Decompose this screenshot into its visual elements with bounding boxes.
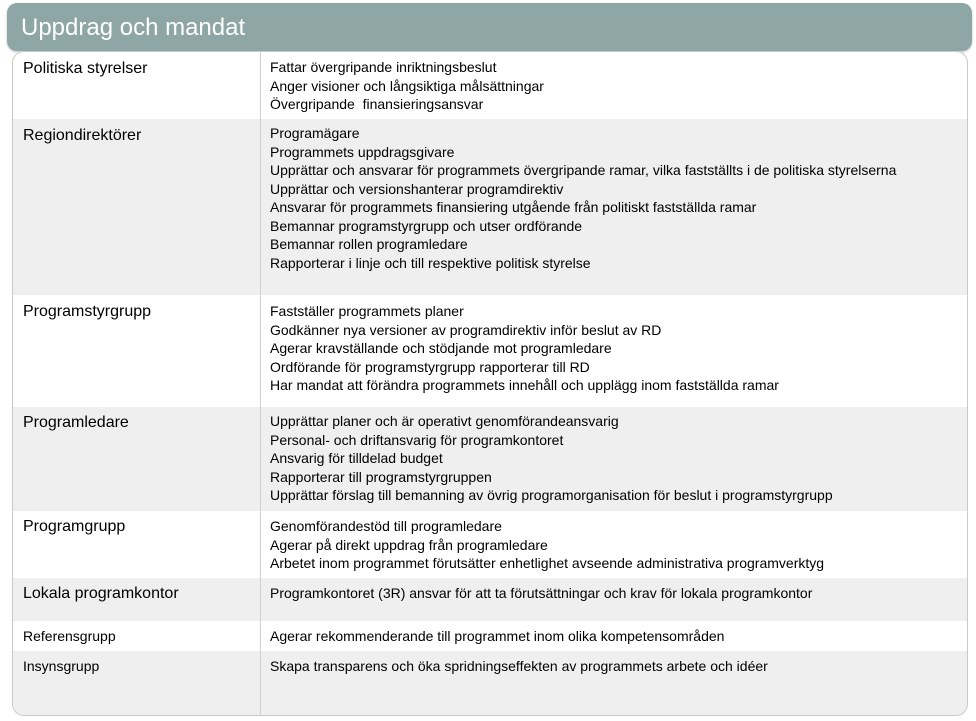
roles-table [12, 51, 968, 716]
page-title: Uppdrag och mandat [21, 14, 246, 41]
list-item: Bemannar rollen programledare [270, 236, 468, 252]
role-description [270, 124, 920, 272]
list-item: Anger visioner och långsiktiga målsättningar [270, 77, 544, 94]
table-row [13, 52, 967, 119]
list-item: Rapporterar till programstyrgruppen [270, 468, 492, 485]
list-item: Arbetet inom programmet förutsätter enhetlighet avseende administrativa programverktyg [270, 555, 825, 571]
role-description [270, 302, 920, 395]
list-item: Programmets uppdragsgivare [270, 143, 455, 160]
list-item: Övergripande finansieringsansvar [270, 96, 484, 112]
list-item: Upprättar och ansvarar för programmets övergripande ramar, vilka fastställts i de politiska styrelserna [270, 162, 897, 178]
role-description [270, 584, 920, 603]
list-item: Upprättar förslag till bemanning av övrig programorganisation för beslut i programstyrgrupp [270, 487, 833, 503]
list-item: Bemannar programstyrgrupp och utser ordförande [270, 217, 583, 234]
list-item: Agerar rekommenderande till programmet inom olika kompetensområden [270, 628, 725, 644]
list-item: Programkontoret (3R) ansvar för att ta förutsättningar och krav för lokala programkontor [270, 585, 813, 601]
list-item: Fattar övergripande inriktningsbeslut [270, 59, 497, 75]
list-item: Skapa transparens och öka spridningseffekten av programmets arbete och idéer [270, 658, 768, 674]
role-label: Regiondirektörer [23, 127, 142, 144]
role-description [270, 517, 920, 573]
role-label: Lokala programkontor [23, 585, 179, 602]
role-label: Politiska styrelser [23, 60, 148, 77]
role-label: Programgrupp [23, 518, 126, 535]
role-label: Referensgrupp [23, 628, 116, 644]
role-description [270, 58, 920, 114]
table-row [13, 295, 967, 407]
table-row [13, 621, 967, 651]
list-item: Ansvarar för programmets finansiering utgående från politiskt fastställda ramar [270, 199, 757, 215]
role-description [270, 627, 920, 646]
list-item: Upprättar och versionshanterar programdirektiv [270, 180, 564, 197]
list-item: Programägare [270, 125, 360, 141]
list-item: Fastställer programmets planer [270, 303, 464, 319]
role-label: Programstyrgrupp [23, 303, 152, 320]
list-item: Upprättar planer och är operativt genomförandeansvarig [270, 413, 619, 429]
list-item: Genomförandestöd till programledare [270, 518, 502, 534]
list-item: Godkänner nya versioner av programdirektiv inför beslut av RD [270, 321, 662, 338]
table-row [13, 651, 967, 715]
table-row [13, 119, 967, 295]
list-item: Ordförande för programstyrgrupp rapporterar till RD [270, 358, 590, 375]
list-item: Personal- och driftansvarig för programkontoret [270, 431, 564, 448]
table-row [13, 578, 967, 621]
title-bar [7, 3, 972, 51]
role-label: Programledare [23, 414, 129, 431]
table-row [13, 511, 967, 578]
role-description [270, 412, 920, 505]
role-label: Insynsgrupp [23, 658, 100, 674]
column-divider [260, 52, 261, 715]
list-item: Agerar på direkt uppdrag från programledare [270, 536, 548, 553]
role-description [270, 657, 920, 676]
table-row [13, 407, 967, 511]
list-item: Ansvarig för tilldelad budget [270, 450, 443, 466]
list-item: Agerar kravställande och stödjande mot programledare [270, 340, 612, 356]
list-item: Har mandat att förändra programmets innehåll och upplägg inom fastställda ramar [270, 377, 779, 393]
list-item: Rapporterar i linje och till respektive politisk styrelse [270, 254, 591, 271]
